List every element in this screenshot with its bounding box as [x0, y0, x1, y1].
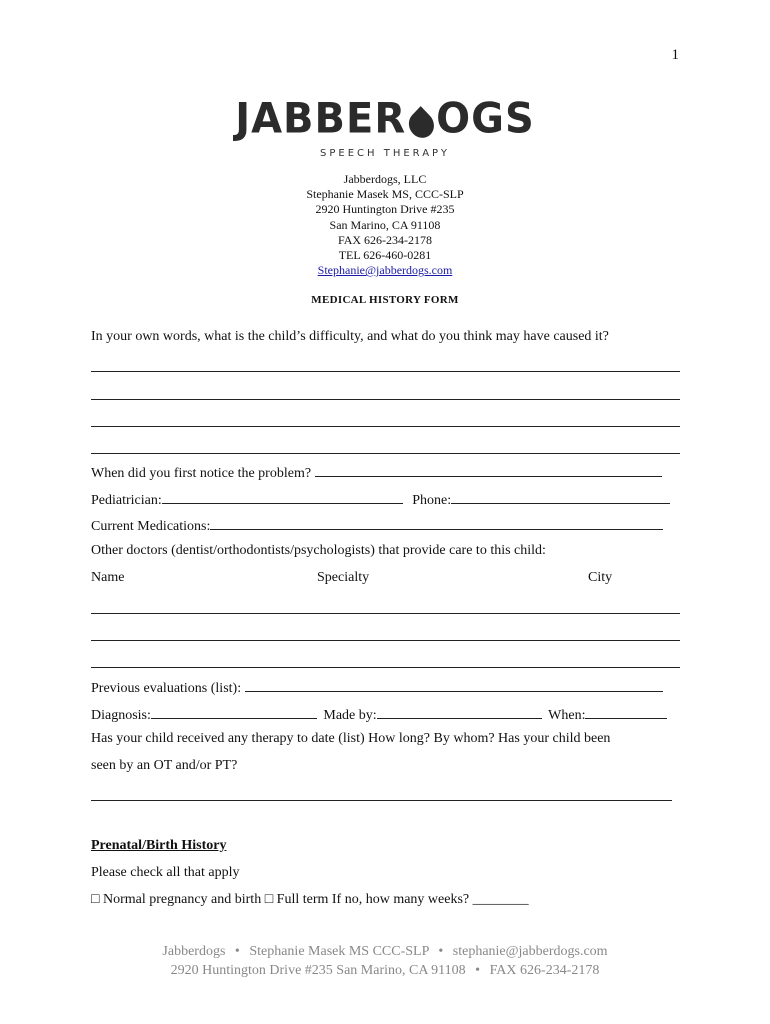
medications-label: Current Medications:	[91, 519, 211, 534]
previous-evaluations-row	[91, 678, 663, 697]
col-name-header: Name	[91, 570, 125, 585]
footer-fax: FAX 626-234-2178	[489, 963, 600, 978]
prenatal-heading: Prenatal/Birth History	[91, 838, 227, 853]
col-city-header: City	[588, 570, 613, 585]
prenatal-instruction: Please check all that apply	[91, 865, 240, 880]
medications-field[interactable]	[210, 516, 663, 530]
phone-field[interactable]	[451, 490, 670, 504]
logo-subtitle: SPEECH THERAPY	[320, 148, 450, 159]
difficulty-answer-line[interactable]	[91, 371, 680, 372]
normal-pregnancy-label: Normal pregnancy and birth	[102, 892, 262, 907]
footer-line2	[0, 961, 770, 980]
phone-label: Phone:	[412, 493, 452, 508]
when-field[interactable]	[585, 705, 667, 719]
prenatal-checkbox-row	[91, 892, 529, 908]
page-footer	[0, 942, 770, 980]
bullet-icon: •	[438, 944, 444, 959]
medications-row	[91, 516, 663, 535]
made-by-field[interactable]	[377, 705, 542, 719]
company-name: Jabberdogs, LLC	[343, 172, 427, 186]
street-address: 2920 Huntington Drive #235	[315, 202, 455, 217]
therapy-question-line2: seen by an OT and/or PT?	[91, 758, 238, 773]
doctor-entry-line[interactable]	[91, 613, 680, 614]
footer-email: stephanie@jabberdogs.com	[452, 944, 608, 959]
when-label: When:	[548, 708, 586, 723]
speech-bubble-icon	[404, 106, 439, 143]
previous-evaluations-field[interactable]	[245, 678, 663, 692]
diagnosis-row	[91, 705, 667, 724]
pediatrician-row	[91, 490, 670, 509]
footer-address: 2920 Huntington Drive #235 San Marino, CA 91108	[170, 963, 466, 978]
logo-wordmark: JABBER OGS	[235, 94, 535, 144]
made-by-label: Made by:	[323, 708, 377, 723]
footer-company: Jabberdogs	[162, 944, 226, 959]
first-notice-field[interactable]	[315, 463, 662, 477]
difficulty-answer-line[interactable]	[91, 399, 680, 400]
email-link[interactable]: Stephanie@jabberdogs.com	[317, 263, 453, 278]
difficulty-answer-line[interactable]	[91, 426, 680, 427]
diagnosis-field[interactable]	[151, 705, 317, 719]
bullet-icon: •	[234, 944, 240, 959]
fax-number: FAX 626-234-2178	[337, 232, 433, 247]
previous-evaluations-label: Previous evaluations (list):	[91, 681, 242, 696]
difficulty-answer-line[interactable]	[91, 453, 680, 454]
therapist-name: Stephanie Masek MS, CCC-SLP	[306, 187, 464, 202]
page-number: 1	[671, 47, 679, 63]
therapy-question-line1: Has your child received any therapy to date (list) How long? By whom? Has your child been	[91, 731, 611, 746]
footer-line1	[0, 942, 770, 961]
tel-number: TEL 626-460-0281	[338, 248, 432, 263]
pediatrician-field[interactable]	[162, 490, 403, 504]
difficulty-question: In your own words, what is the child’s difficulty, and what do you think may have caused it?	[91, 329, 609, 344]
form-title: MEDICAL HISTORY FORM	[311, 294, 459, 306]
footer-therapist: Stephanie Masek MS CCC-SLP	[249, 944, 429, 959]
pediatrician-label: Pediatrician:	[91, 493, 162, 508]
bullet-icon: •	[475, 963, 481, 978]
letterhead-address	[0, 172, 770, 278]
weeks-field[interactable]: ________	[472, 892, 529, 907]
diagnosis-label: Diagnosis:	[91, 708, 151, 723]
checkbox-icon[interactable]: □	[264, 892, 274, 907]
col-specialty-header: Specialty	[317, 570, 370, 585]
first-notice-label: When did you first notice the problem?	[91, 466, 312, 481]
city-address: San Marino, CA 91108	[329, 217, 441, 232]
jabberdogs-logo	[0, 96, 770, 159]
other-doctors-label: Other doctors (dentist/orthodontists/psychologists) that provide care to this child:	[91, 543, 546, 558]
therapy-answer-line[interactable]	[91, 800, 672, 801]
doctor-entry-line[interactable]	[91, 667, 680, 668]
doctor-entry-line[interactable]	[91, 640, 680, 641]
checkbox-icon[interactable]: □	[91, 892, 100, 907]
full-term-label: Full term If no, how many weeks?	[276, 892, 470, 907]
first-notice-row	[91, 463, 662, 482]
